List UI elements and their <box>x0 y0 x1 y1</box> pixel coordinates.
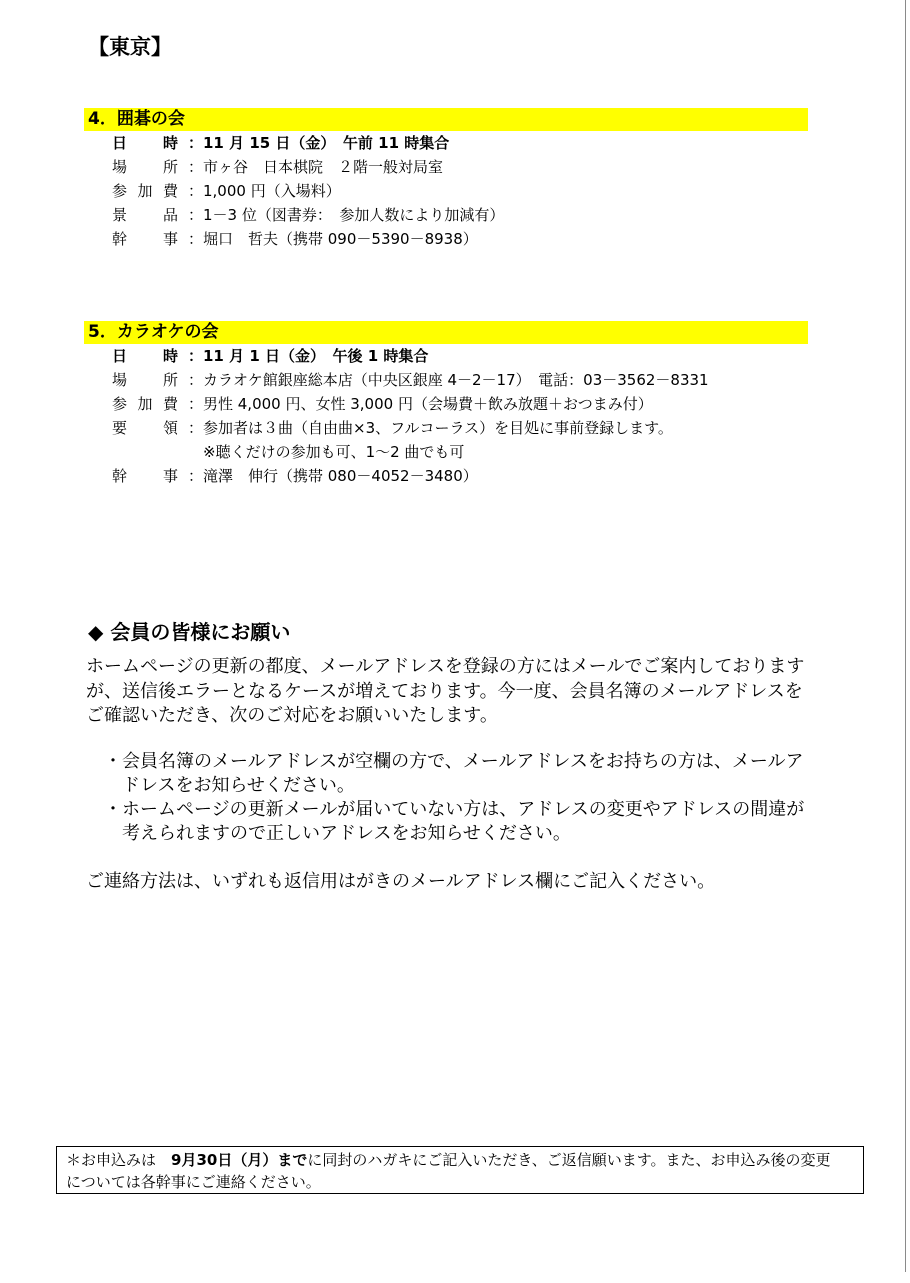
go-venue-label: 場 所 <box>112 158 178 176</box>
notice-bullet-line: 考えられますので正しいアドレスをお知らせください。 <box>122 823 571 844</box>
karaoke-venue-value: ：カラオケ館銀座総本店（中央区銀座 4－2－17） 電話：03－3562－8331 <box>188 371 709 389</box>
application-note-text: に同封のハガキにご記入いただき、ご返信願います。また、お申込み後の変更 <box>307 1151 831 1169</box>
go-prize-label: 景 品 <box>112 206 178 224</box>
karaoke-date-label: 日 時 <box>112 347 178 365</box>
application-note-line: については各幹事にご連絡ください。 <box>66 1173 321 1191</box>
karaoke-date-row <box>112 344 808 368</box>
go-organizer-value: ：堀口 哲夫（携帯 090－5390－8938） <box>188 230 478 248</box>
karaoke-event-heading: 5．カラオケの会 <box>84 321 808 344</box>
karaoke-organizer-value: ：滝澤 伸行（携帯 080－4052－3480） <box>188 467 478 485</box>
notice-heading: ◆ 会員の皆様にお願い <box>88 620 291 644</box>
go-event-heading: 4．囲碁の会 <box>84 108 808 131</box>
go-fee-label: 参 加 費 <box>112 182 178 200</box>
notice-bullet-list <box>104 750 804 846</box>
application-note-box <box>56 1146 864 1194</box>
karaoke-procedure-note: ※聴くだけの参加も可、1～2 曲でも可 <box>203 443 465 461</box>
notice-bullet-text <box>122 750 803 798</box>
notice-bullet-text <box>122 798 804 846</box>
karaoke-event-details <box>84 344 808 488</box>
application-note-prefix: ＊お申込みは <box>66 1151 172 1169</box>
bullet-dot-icon: ・ <box>104 751 122 772</box>
karaoke-procedure-value: ：参加者は３曲（自由曲×3、フルコーラス）を目処に事前登録します。 <box>188 419 673 437</box>
go-organizer-label: 幹 事 <box>112 230 178 248</box>
notice-bullet-line: ホームページの更新メールが届いていない方は、アドレスの変更やアドレスの間違が <box>122 799 805 820</box>
karaoke-date-value: ：11 月 1 日（金） 午後 1 時集合 <box>188 347 429 365</box>
notice-bullet-line: 会員名簿のメールアドレスが空欄の方で、メールアドレスをお持ちの方は、メールア <box>122 751 804 772</box>
karaoke-venue-label: 場 所 <box>112 371 178 389</box>
go-organizer-row <box>112 227 808 251</box>
karaoke-venue-row <box>112 368 808 392</box>
go-event-details <box>84 131 808 251</box>
karaoke-fee-label: 参 加 費 <box>112 395 178 413</box>
bullet-dot-icon: ・ <box>104 799 122 820</box>
karaoke-event-section <box>84 321 808 488</box>
region-title: 【東京】 <box>88 35 172 59</box>
karaoke-procedure-row <box>112 416 808 440</box>
go-date-label: 日 時 <box>112 134 178 152</box>
karaoke-procedure-label: 要 領 <box>112 419 178 437</box>
karaoke-fee-value: ：男性 4,000 円、女性 3,000 円（会場費＋飲み放題＋おつまみ付） <box>188 395 653 413</box>
notice-intro-line: が、送信後エラーとなるケースが増えております。今一度、会員名簿のメールアドレスを <box>86 680 803 702</box>
page-edge-line <box>905 0 906 1272</box>
go-prize-row <box>112 203 808 227</box>
go-venue-value: ：市ヶ谷 日本棋院 ２階一般対局室 <box>188 158 444 176</box>
notice-intro-line: ホームページの更新の都度、メールアドレスを登録の方にはメールでご案内しております <box>86 656 805 677</box>
go-fee-value: ：1,000 円（入場料） <box>188 182 341 200</box>
go-date-row <box>112 131 808 155</box>
notice-bullet-item <box>104 750 804 798</box>
karaoke-organizer-row <box>112 464 808 488</box>
notice-closing-text: ご連絡方法は、いずれも返信用はがきのメールアドレス欄にご記入ください。 <box>86 871 716 892</box>
go-prize-value: ：1－3 位（図書券： 参加人数により加減有） <box>188 206 505 224</box>
go-venue-row <box>112 155 808 179</box>
karaoke-fee-row <box>112 392 808 416</box>
application-note-line <box>66 1149 863 1171</box>
karaoke-organizer-label: 幹 事 <box>112 467 178 485</box>
go-date-value: ：11 月 15 日（金） 午前 11 時集合 <box>188 134 450 152</box>
notice-bullet-item <box>104 798 804 846</box>
karaoke-procedure-note-row <box>112 440 808 464</box>
go-fee-row <box>112 179 808 203</box>
notice-bullet-line: ドレスをお知らせください。 <box>122 775 355 796</box>
application-deadline: 9月30日（月）まで <box>171 1151 308 1169</box>
notice-intro-paragraph <box>86 655 804 729</box>
notice-intro-line: ご確認いただき、次のご対応をお願いいたします。 <box>86 705 498 726</box>
go-event-section <box>84 108 808 251</box>
